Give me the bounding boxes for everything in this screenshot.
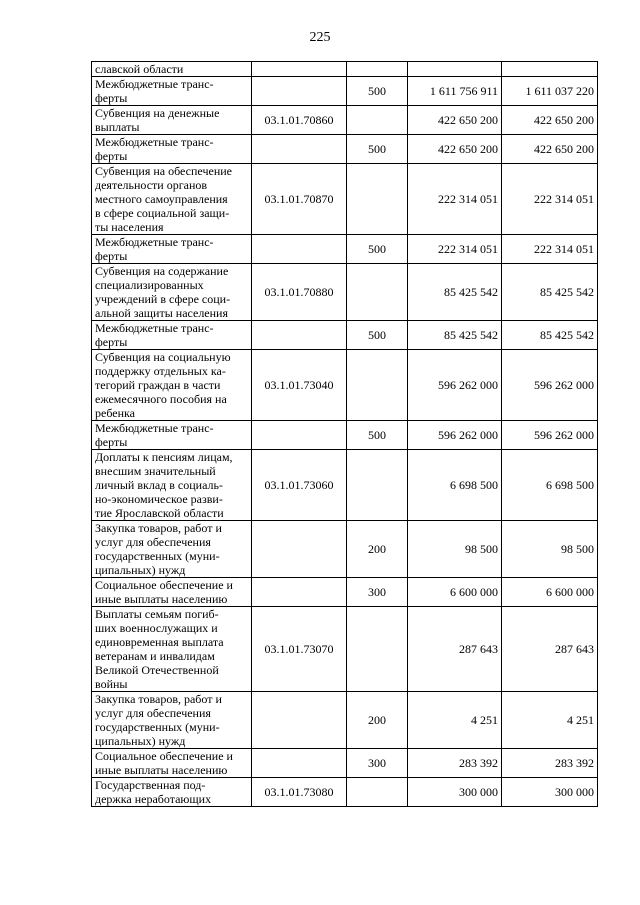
row-value-1: 98 500 — [408, 521, 502, 578]
table-row — [92, 106, 598, 135]
row-value-1: 596 262 000 — [408, 421, 502, 450]
row-value-2: 85 425 542 — [502, 264, 598, 321]
row-name: Субвенция на обеспечение деятельности органов местного самоуправления в сфере социальной защи- ты населения — [92, 164, 252, 235]
row-value-2: 98 500 — [502, 521, 598, 578]
row-name: Выплаты семьям погиб- ших военнослужащих и единовременная выплата ветеранам и инвалидам Великой Отечественной войны — [92, 607, 252, 692]
row-expense-type — [347, 62, 408, 77]
table-row — [92, 778, 598, 807]
row-name: Субвенция на содержание специализированных учреждений в сфере соци- альной защиты населения — [92, 264, 252, 321]
row-expense-type — [347, 450, 408, 521]
row-expense-type: 500 — [347, 421, 408, 450]
row-value-1: 287 643 — [408, 607, 502, 692]
row-code — [252, 62, 347, 77]
table-row — [92, 692, 598, 749]
row-value-2: 287 643 — [502, 607, 598, 692]
row-code — [252, 235, 347, 264]
table-row — [92, 77, 598, 106]
row-value-1: 222 314 051 — [408, 235, 502, 264]
row-code — [252, 749, 347, 778]
row-value-1: 596 262 000 — [408, 350, 502, 421]
row-name: Межбюджетные транс- ферты — [92, 235, 252, 264]
table-row — [92, 135, 598, 164]
row-name: Межбюджетные транс- ферты — [92, 77, 252, 106]
row-value-1: 300 000 — [408, 778, 502, 807]
row-code — [252, 77, 347, 106]
row-code — [252, 421, 347, 450]
row-name: Субвенция на денежные выплаты — [92, 106, 252, 135]
table-row — [92, 350, 598, 421]
row-value-2: 222 314 051 — [502, 235, 598, 264]
row-expense-type: 300 — [347, 749, 408, 778]
row-value-1 — [408, 62, 502, 77]
row-value-1: 85 425 542 — [408, 264, 502, 321]
row-expense-type — [347, 164, 408, 235]
row-value-2: 4 251 — [502, 692, 598, 749]
row-value-2: 6 698 500 — [502, 450, 598, 521]
row-code — [252, 578, 347, 607]
row-code — [252, 521, 347, 578]
row-name: Доплаты к пенсиям лицам, внесшим значительный личный вклад в социаль- но-экономическое разви- тие Ярославской области — [92, 450, 252, 521]
row-value-1: 6 600 000 — [408, 578, 502, 607]
row-value-1: 422 650 200 — [408, 135, 502, 164]
row-value-1: 4 251 — [408, 692, 502, 749]
row-code — [252, 692, 347, 749]
row-name: Межбюджетные транс- ферты — [92, 135, 252, 164]
table-row — [92, 235, 598, 264]
row-name: Межбюджетные транс- ферты — [92, 321, 252, 350]
row-value-2: 596 262 000 — [502, 421, 598, 450]
table-row — [92, 450, 598, 521]
row-value-2: 422 650 200 — [502, 135, 598, 164]
row-expense-type: 200 — [347, 692, 408, 749]
row-expense-type — [347, 106, 408, 135]
row-code: 03.1.01.73080 — [252, 778, 347, 807]
row-expense-type: 500 — [347, 235, 408, 264]
row-value-2: 222 314 051 — [502, 164, 598, 235]
row-name: Закупка товаров, работ и услуг для обеспечения государственных (муни- ципальных) нужд — [92, 692, 252, 749]
row-name: Социальное обеспечение и иные выплаты населению — [92, 578, 252, 607]
row-code: 03.1.01.73070 — [252, 607, 347, 692]
table-row — [92, 607, 598, 692]
table-row — [92, 521, 598, 578]
table-row — [92, 264, 598, 321]
row-expense-type: 200 — [347, 521, 408, 578]
row-value-2: 300 000 — [502, 778, 598, 807]
budget-table — [91, 61, 598, 807]
row-code — [252, 135, 347, 164]
row-expense-type: 500 — [347, 321, 408, 350]
row-code: 03.1.01.70870 — [252, 164, 347, 235]
table-row — [92, 578, 598, 607]
row-value-1: 283 392 — [408, 749, 502, 778]
row-name: Закупка товаров, работ и услуг для обеспечения государственных (муни- ципальных) нужд — [92, 521, 252, 578]
row-name: Межбюджетные транс- ферты — [92, 421, 252, 450]
row-value-2: 596 262 000 — [502, 350, 598, 421]
row-name: славской области — [92, 62, 252, 77]
row-code: 03.1.01.70860 — [252, 106, 347, 135]
row-value-2: 1 611 037 220 — [502, 77, 598, 106]
row-value-1: 222 314 051 — [408, 164, 502, 235]
row-value-2: 422 650 200 — [502, 106, 598, 135]
row-value-1: 422 650 200 — [408, 106, 502, 135]
row-value-2 — [502, 62, 598, 77]
row-name: Социальное обеспечение и иные выплаты населению — [92, 749, 252, 778]
row-value-2: 6 600 000 — [502, 578, 598, 607]
row-code: 03.1.01.73060 — [252, 450, 347, 521]
row-value-2: 283 392 — [502, 749, 598, 778]
row-value-1: 85 425 542 — [408, 321, 502, 350]
table-row — [92, 421, 598, 450]
budget-table-body — [92, 62, 598, 807]
table-row — [92, 164, 598, 235]
page-number: 225 — [309, 30, 331, 45]
row-expense-type — [347, 607, 408, 692]
row-expense-type — [347, 264, 408, 321]
row-value-1: 6 698 500 — [408, 450, 502, 521]
row-expense-type: 300 — [347, 578, 408, 607]
row-expense-type — [347, 350, 408, 421]
row-expense-type: 500 — [347, 77, 408, 106]
table-row — [92, 321, 598, 350]
row-expense-type — [347, 778, 408, 807]
row-code — [252, 321, 347, 350]
table-row — [92, 749, 598, 778]
row-code: 03.1.01.70880 — [252, 264, 347, 321]
table-row — [92, 62, 598, 77]
row-name: Субвенция на социальную поддержку отдельных ка- тегорий граждан в части ежемесячного пособия на ребенка — [92, 350, 252, 421]
row-value-1: 1 611 756 911 — [408, 77, 502, 106]
row-name: Государственная под- держка неработающих — [92, 778, 252, 807]
row-code: 03.1.01.73040 — [252, 350, 347, 421]
row-expense-type: 500 — [347, 135, 408, 164]
row-value-2: 85 425 542 — [502, 321, 598, 350]
